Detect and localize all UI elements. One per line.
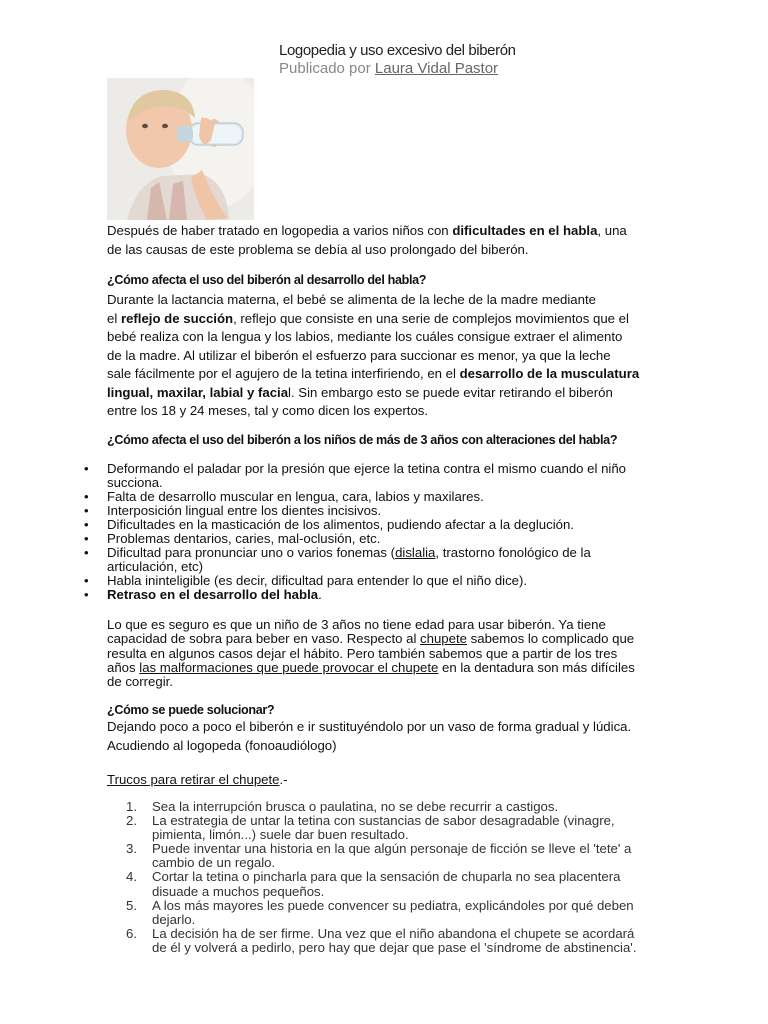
article-title: Logopedia y uso excesivo del biberón xyxy=(279,42,516,59)
list-item xyxy=(84,462,724,490)
list-item-text xyxy=(107,546,724,560)
list-item xyxy=(126,842,726,870)
list-item-text: disuade a muchos pequeños. xyxy=(152,883,325,899)
section1-text: l. Sin embargo esto se puede evitar retirando el biberón xyxy=(288,384,613,400)
paragraph-text: en la dentadura son más difíciles xyxy=(438,659,635,675)
section1-text: , reflejo que consiste en una serie de complejos movimientos que el xyxy=(233,310,629,326)
consequences-list xyxy=(84,462,724,602)
paragraph-line: resulta en algunos casos dejar el hábito. Pero también sabemos que a partir de los tres xyxy=(107,645,618,661)
list-item-text: cambio de un regalo. xyxy=(152,855,276,871)
list-item-text: . xyxy=(318,587,322,602)
list-item-text: de él y volverá a pedirlo, pero hay que dejar que pase el 'síndrome de abstinencia'. xyxy=(152,939,637,955)
age-paragraph xyxy=(107,618,727,689)
list-item-text: La estrategia de untar la tetina con sustancias de sabor desagradable (vinagre, xyxy=(152,813,615,829)
intro-emphasis: dificultades en el habla xyxy=(452,223,598,238)
paragraph-line xyxy=(107,661,727,675)
list-number: 2. xyxy=(126,813,137,829)
list-item: • Interposición lingual entre los dientes incisivos. xyxy=(84,504,724,518)
list-item-text: pimienta, limón...) suele dar buen resultado. xyxy=(152,827,409,843)
section1-paragraph xyxy=(107,291,727,421)
list-item-text: A los más mayores les puede convencer su pediatra, explicándoles por qué deben xyxy=(152,897,634,913)
list-item-text: La decisión ha de ser firme. Una vez que el niño abandona el chupete se acordará xyxy=(152,925,635,941)
section1-text: sale fácilmente por el agujero de la tetina interfiriendo, en el xyxy=(107,366,460,381)
list-item-text: Cortar la tetina o pincharla para que la sensación de chuparla no sea placentera xyxy=(152,869,621,885)
intro-line-1 xyxy=(107,222,727,241)
paragraph-line: Lo que es seguro es que un niño de 3 años no tiene edad para usar biberón. Ya tiene xyxy=(107,617,606,632)
byline xyxy=(279,60,498,77)
list-item-text: Sea la interrupción brusca o paulatina, no se debe recurrir a castigos. xyxy=(152,799,559,814)
list-item xyxy=(126,927,726,955)
list-item-text: Puede inventar una historia en la que algún personaje de ficción se lleve el 'tete' a xyxy=(152,841,632,857)
list-number: 4. xyxy=(126,869,137,885)
section1-line: de la madre. Al utilizar el biberón el esfuerzo para succionar es menor, ya que la leche xyxy=(107,347,611,363)
paragraph-line xyxy=(107,632,727,646)
malformaciones-link[interactable]: las malformaciones que puede provocar el chupete xyxy=(139,659,439,675)
child-drinking-photo xyxy=(107,78,254,220)
section1-text: el xyxy=(107,310,121,326)
solution-line: Dejando poco a poco el biberón e ir sustituyéndolo por un vaso de forma gradual y lúdica. xyxy=(107,719,632,734)
section1-line xyxy=(107,365,727,384)
intro-text: Después de haber tratado en logopedia a varios niños con xyxy=(107,223,453,238)
list-item: • Problemas dentarios, caries, mal-oclusión, etc. xyxy=(84,532,724,546)
reflejo-succion-emphasis: reflejo de succión xyxy=(120,310,234,326)
retraso-emphasis: Retraso en el desarrollo del habla xyxy=(107,587,319,602)
tricks-heading xyxy=(107,771,288,790)
tricks-link[interactable]: Trucos para retirar el chupete xyxy=(107,772,280,787)
musculatura-emphasis-cont: lingual, maxilar, labial y facia xyxy=(107,384,289,400)
section1-line xyxy=(107,310,727,329)
solution-paragraph xyxy=(107,718,727,755)
section-heading-alteraciones: ¿Cómo afecta el uso del biberón a los niños de más de 3 años con alteraciones del habla? xyxy=(107,433,618,447)
list-item: • Dificultades en la masticación de los alimentos, pudiendo afectar a la deglución. xyxy=(84,518,724,532)
list-item: • Habla ininteligible (es decir, dificultad para entender lo que el niño dice). xyxy=(84,574,724,588)
list-item-text: , trastorno fonológico de la xyxy=(435,545,591,560)
list-item xyxy=(126,870,726,898)
list-item: • Falta de desarrollo muscular en lengua, cara, labios y maxilares. xyxy=(84,490,724,504)
list-number: 6. xyxy=(126,925,137,941)
section1-line: bebé realiza con la lengua y los labios, mediante los cuáles consigue extraer el alimento xyxy=(107,329,623,344)
tricks-heading-end: .- xyxy=(279,772,288,787)
list-item xyxy=(126,814,726,842)
dislalia-link[interactable]: dislalia xyxy=(395,545,436,560)
section1-line xyxy=(107,384,727,403)
list-item xyxy=(126,899,726,927)
section-heading-solucion: ¿Cómo se puede solucionar? xyxy=(107,703,275,717)
list-item-text: articulación, etc) xyxy=(107,559,204,574)
published-by-label: Publicado por xyxy=(279,60,371,77)
list-number: 5. xyxy=(126,897,137,913)
list-item xyxy=(84,588,724,602)
section1-line: entre los 18 y 24 meses, tal y como dicen los expertos. xyxy=(107,403,429,418)
list-item-text: succiona. xyxy=(107,475,163,490)
musculatura-emphasis: desarrollo de la musculatura xyxy=(459,366,640,381)
tricks-list xyxy=(126,800,726,955)
list-item xyxy=(84,546,724,574)
paragraph-text: años xyxy=(107,659,140,675)
intro-paragraph xyxy=(107,222,727,259)
list-number: 3. xyxy=(126,841,137,857)
chupete-link[interactable]: chupete xyxy=(420,631,467,647)
author-link[interactable]: Laura Vidal Pastor xyxy=(374,60,499,77)
paragraph-line: de corregir. xyxy=(107,674,173,690)
list-item-text: • Deformando el paladar por la presión que ejerce la tetina contra el mismo cuando el niño xyxy=(107,461,627,476)
child-photo-illustration xyxy=(107,78,254,220)
intro-text-end: , una xyxy=(597,223,627,238)
section-heading-habla: ¿Cómo afecta el uso del biberón al desarrollo del habla? xyxy=(107,273,427,287)
section1-line: Durante la lactancia materna, el bebé se alimenta de la leche de la madre mediante xyxy=(107,292,596,307)
paragraph-text: sabemos lo complicado que xyxy=(466,631,635,647)
list-item-text: Dificultad para pronunciar uno o varios fonemas ( xyxy=(107,545,396,560)
list-item-text: dejarlo. xyxy=(152,911,196,927)
list-number: 1. xyxy=(126,799,137,814)
paragraph-text: capacidad de sobra para beber en vaso. Respecto al xyxy=(107,631,421,647)
solution-line: Acudiendo al logopeda (fonoaudiólogo) xyxy=(107,737,337,753)
list-item xyxy=(126,800,726,814)
intro-line-2: de las causas de este problema se debía al uso prolongado del biberón. xyxy=(107,241,529,257)
